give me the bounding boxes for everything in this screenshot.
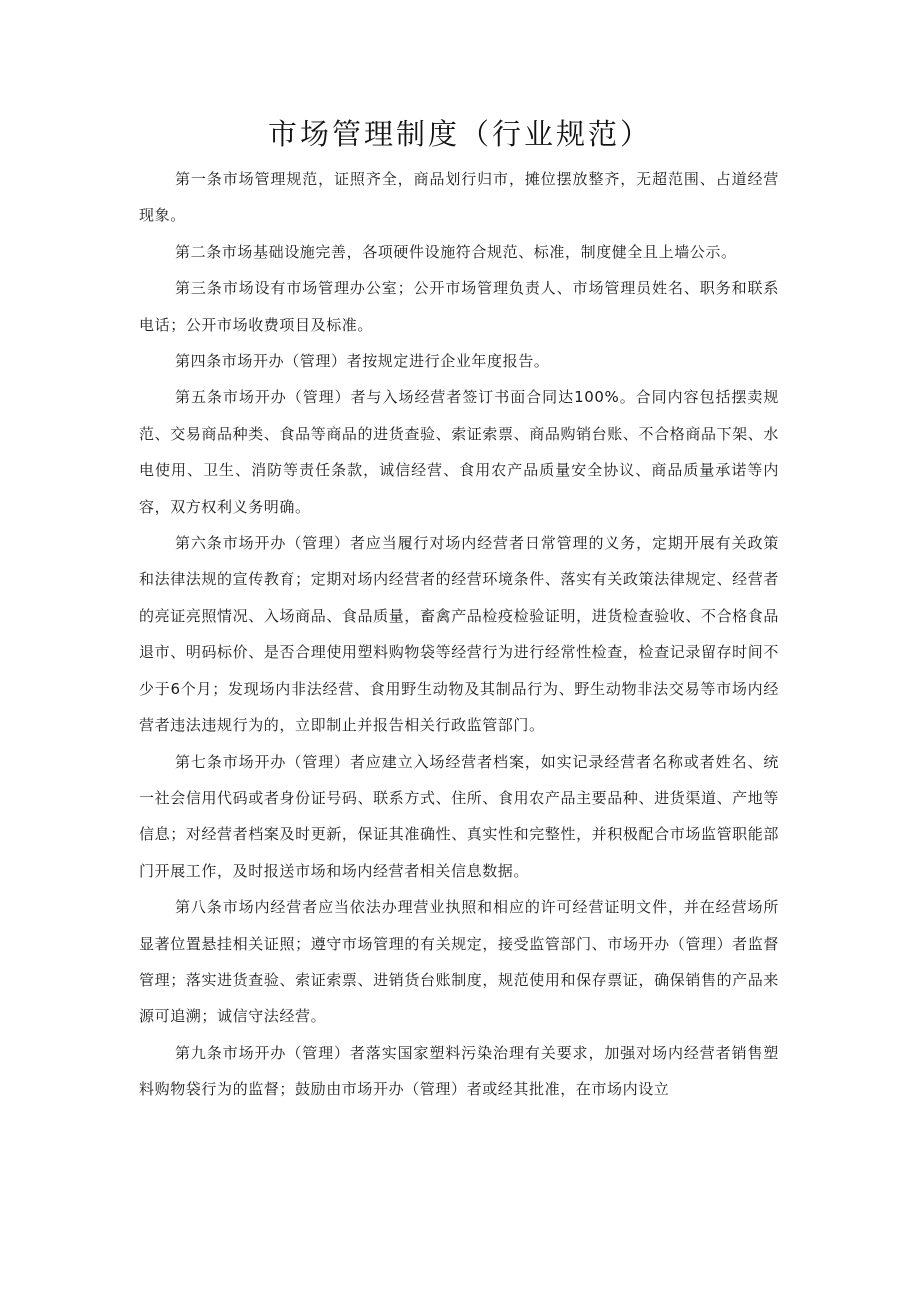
document-title: 市场管理制度（行业规范） <box>267 117 652 151</box>
article-7: 第七条市场开办（管理）者应建立入场经营者档案，如实记录经营者名称或者姓名、统一社会信用代码或者身份证号码、联系方式、住所、食用农产品主要品种、进货渠道、产地等信息；对经营者档案及时更新，保证其准确性、真实性和完整性，并积极配合市场监管职能部门开展工作，及时报送市场和场内经营者相关信息数据。 <box>139 752 779 880</box>
document-body <box>139 161 779 1108</box>
article-5: 第五条市场开办（管理）者与入场经营者签订书面合同达100%。合同内容包括摆卖规范、交易商品种类、食品等商品的进货查验、索证索票、商品购销台账、不合格商品下架、水电使用、卫生、消防等责任条款，诚信经营、食用农产品质量安全协议、商品质量承诺等内容，双方权利义务明确。 <box>139 388 779 516</box>
article-8: 第八条市场内经营者应当依法办理营业执照和相应的许可经营证明文件，并在经营场所显著位置悬挂相关证照；遵守市场管理的有关规定，接受监管部门、市场开办（管理）者监督管理；落实进货查验、索证索票、进销货台账制度，规范使用和保存票证，确保销售的产品来源可追溯；诚信守法经营。 <box>139 898 779 1026</box>
article-4: 第四条市场开办（管理）者按规定进行企业年度报告。 <box>175 352 550 371</box>
article-2: 第二条市场基础设施完善，各项硬件设施符合规范、标准，制度健全且上墙公示。 <box>175 242 737 261</box>
article-3: 第三条市场设有市场管理办公室；公开市场管理负责人、市场管理员姓名、职务和联系电话；公开市场收费项目及标准。 <box>139 279 779 334</box>
article-9: 第九条市场开办（管理）者落实国家塑料污染治理有关要求，加强对场内经营者销售塑料购物袋行为的监督；鼓励由市场开办（管理）者或经其批准，在市场内设立 <box>139 1043 779 1099</box>
article-6: 第六条市场开办（管理）者应当履行对场内经营者日常管理的义务，定期开展有关政策和法律法规的宣传教育；定期对场内经营者的经营环境条件、落实有关政策法律规定、经营者的亮证亮照情况、入场商品、食品质量，畜禽产品检疫检验证明，进货检查验收、不合格食品退市、明码标价、是否合理使用塑料购物袋等经营行为进行经常性检查，检查记录留存时间不少于6个月；发现场内非法经营、食用野生动物及其制品行为、野生动物非法交易等市场内经营者违法违规行为的，立即制止并报告相关行政监管部门。 <box>139 534 779 735</box>
article-1: 第一条市场管理规范，证照齐全，商品划行归市，摊位摆放整齐，无超范围、占道经营现象。 <box>139 170 779 225</box>
